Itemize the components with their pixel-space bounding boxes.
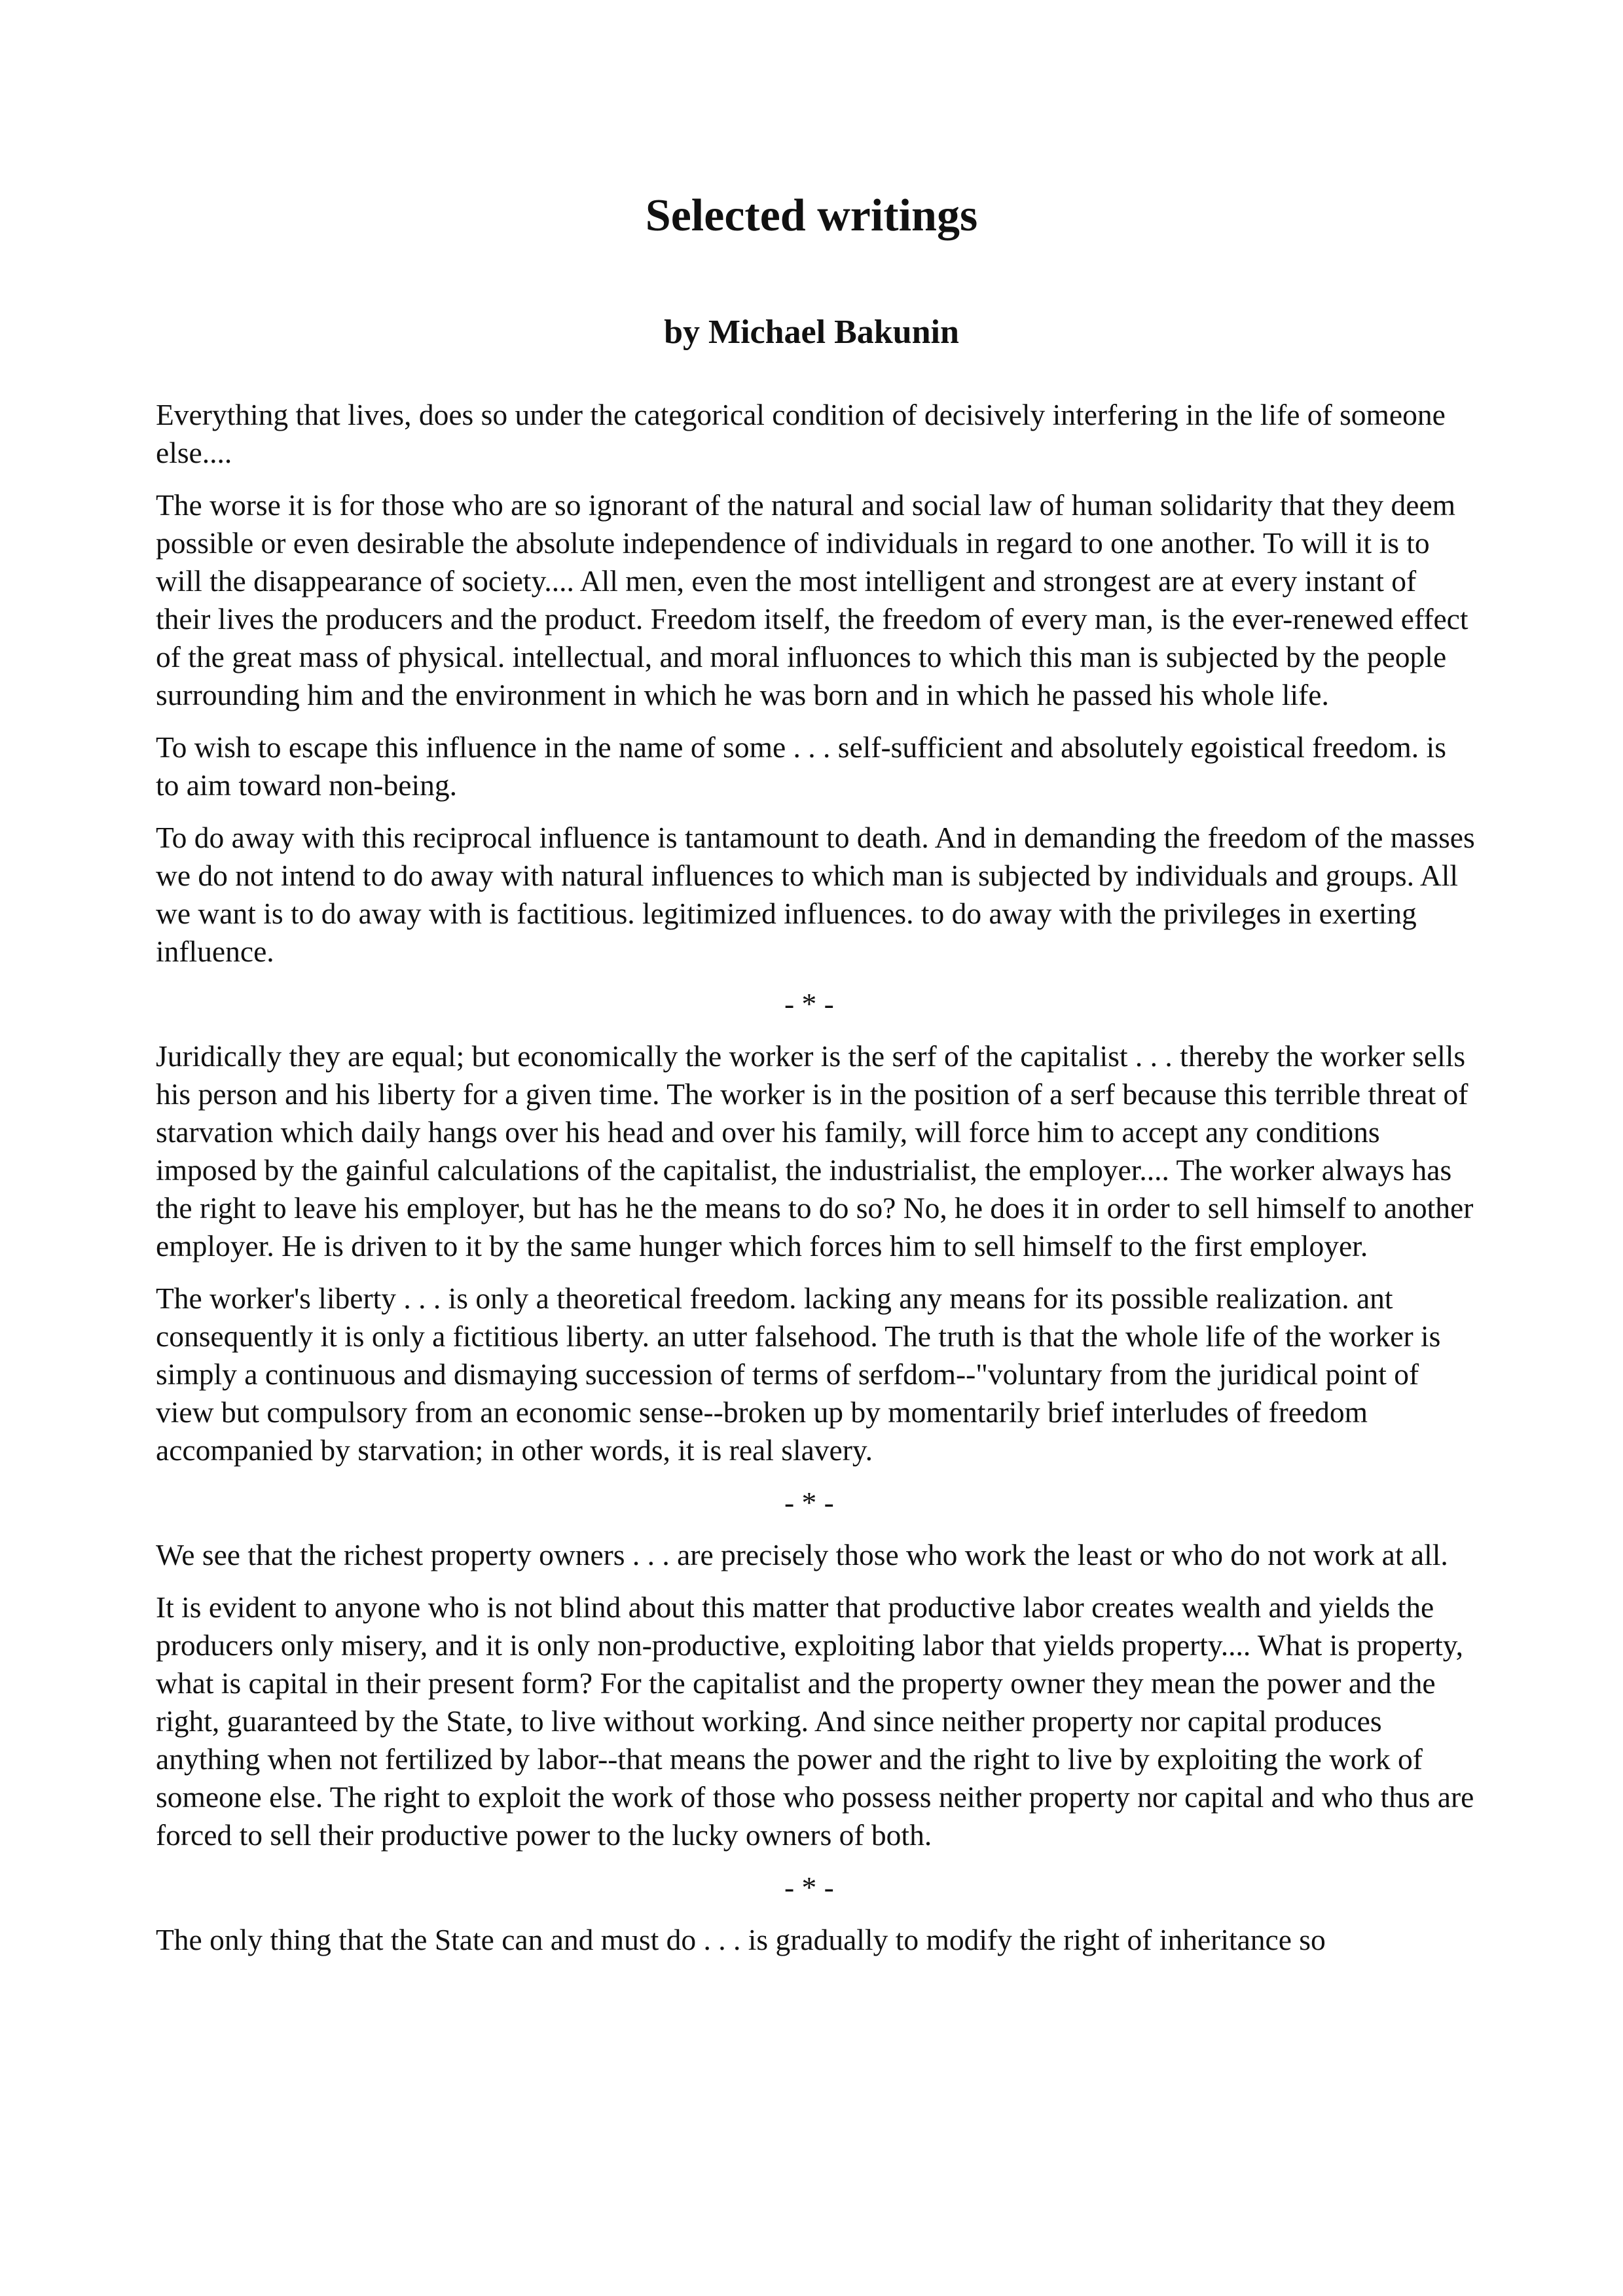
body-text <box>156 396 1476 1973</box>
page-title: Selected writings <box>645 190 978 241</box>
paragraph: Everything that lives, does so under the categorical condition of decisively interfering in the life of someone else.... <box>156 398 1446 469</box>
paragraph: The worker's liberty . . . is only a theoretical freedom. lacking any means for its possible realization. ant consequently it is only a fictitious liberty. an utter falsehood. The truth is that the whole life of the worker is simply a continuous and dismaying succession of terms of serfdom--"voluntary from the juridical point of view but compulsory from an economic sense--broken up by momentarily brief interludes of freedom accompanied by starvation; in other words, it is real slavery. <box>156 1282 1441 1467</box>
paragraph: To do away with this reciprocal influence is tantamount to death. And in demanding the freedom of the masses we do not intend to do away with natural influences to which man is subjected by individuals and groups. All we want is to do away with is factitious. legitimized influences. to do away with the privileges in exerting influence. <box>156 821 1475 968</box>
paragraph: The worse it is for those who are so ignorant of the natural and social law of human solidarity that they deem possible or even desirable the absolute independence of individuals in regard to one another. To will it is to will the disappearance of society.... All men, even the most intelligent and strongest are at every instant of their lives the producers and the product. Freedom itself, the freedom of every man, is the ever-renewed effect of the great mass of physical. intellectual, and moral influonces to which this man is subjected by the people surrounding him and the environment in which he was born and in which he passed his whole life. <box>156 488 1468 711</box>
author-byline: by Michael Bakunin <box>664 314 959 351</box>
paragraph: The only thing that the State can and must do . . . is gradually to modify the right of inheritance so <box>156 1923 1326 1956</box>
paragraph: We see that the richest property owners . . . are precisely those who work the least or who do not work at all. <box>156 1538 1448 1571</box>
section-separator: - * - <box>784 1486 834 1519</box>
section-separator: - * - <box>784 1871 834 1904</box>
paragraph: It is evident to anyone who is not blind about this matter that productive labor creates wealth and yields the producers only misery, and it is only non-productive, exploiting labor that yields property.... What is property, what is capital in their present form? For the capitalist and the property owner they mean the power and the right, guaranteed by the State, to live without working. And since neither property nor capital produces anything when not fertilized by labor--that means the power and the right to live by exploiting the work of someone else. The right to exploit the work of those who possess neither property nor capital and who thus are forced to sell their productive power to the lucky owners of both. <box>156 1590 1474 1852</box>
paragraph: To wish to escape this influence in the name of some . . . self-sufficient and absolutely egoistical freedom. is to aim toward non-being. <box>156 730 1446 802</box>
paragraph: Juridically they are equal; but economically the worker is the serf of the capitalist . . . thereby the worker sells his person and his liberty for a given time. The worker is in the position of a serf because this terrible threat of starvation which daily hangs over his head and over his family, will force him to accept any conditions imposed by the gainful calculations of the capitalist, the industrialist, the employer.... The worker always has the right to leave his employer, but has he the means to do so? No, he does it in order to sell himself to another employer. He is driven to it by the same hunger which forces him to sell himself to the first employer. <box>156 1039 1474 1263</box>
section-separator: - * - <box>784 987 834 1020</box>
